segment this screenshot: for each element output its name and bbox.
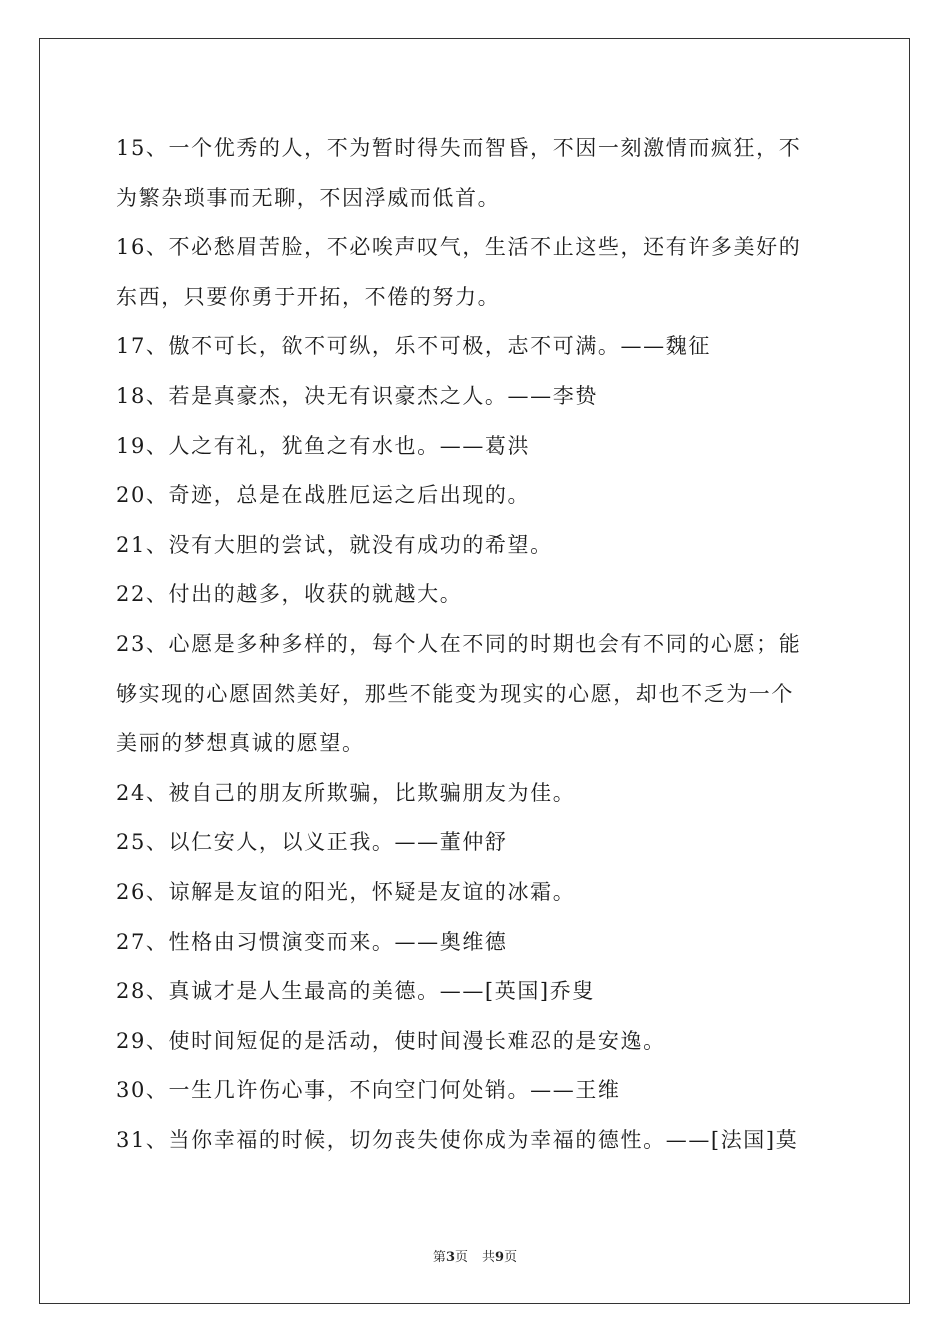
page-number-suffix: 页 xyxy=(454,1250,468,1265)
page-number-prefix: 第 xyxy=(432,1250,446,1265)
total-pages: 9 xyxy=(495,1250,505,1265)
text-line: 30、一生几许伤心事，不向空门何处销。——王维 xyxy=(116,1078,621,1103)
text-line: 21、没有大胆的尝试，就没有成功的希望。 xyxy=(116,532,553,557)
text-line: 31、当你幸福的时候，切勿丧失使你成为幸福的德性。——[法国]莫 xyxy=(116,1127,799,1152)
total-pages-suffix: 页 xyxy=(504,1250,518,1265)
page-footer xyxy=(0,1246,950,1265)
text-line: 为繁杂琐事而无聊，不因浮威而低首。 xyxy=(116,185,501,210)
document-body xyxy=(116,124,836,1165)
text-line: 16、不必愁眉苦脸，不必唉声叹气，生活不止这些，还有许多美好的 xyxy=(116,235,802,260)
total-pages-prefix: 共 xyxy=(482,1250,496,1265)
text-line: 东西，只要你勇于开拓，不倦的努力。 xyxy=(116,284,501,309)
text-line: 18、若是真豪杰，决无有识豪杰之人。——李贽 xyxy=(116,383,598,408)
text-line: 29、使时间短促的是活动，使时间漫长难忍的是安逸。 xyxy=(116,1028,666,1053)
text-line: 15、一个优秀的人，不为暂时得失而智昏，不因一刻激情而疯狂，不 xyxy=(116,136,802,160)
text-line: 17、傲不可长，欲不可纵，乐不可极，志不可满。——魏征 xyxy=(116,334,711,359)
text-line: 够实现的心愿固然美好，那些不能变为现实的心愿，却也不乏为一个 xyxy=(116,681,794,706)
text-line: 23、心愿是多种多样的，每个人在不同的时期也会有不同的心愿；能 xyxy=(116,631,802,656)
text-line: 22、付出的越多，收获的就越大。 xyxy=(116,582,463,607)
text-line: 20、奇迹，总是在战胜厄运之后出现的。 xyxy=(116,483,531,508)
text-line: 19、人之有礼，犹鱼之有水也。——葛洪 xyxy=(116,433,531,458)
text-line: 27、性格由习惯演变而来。——奥维德 xyxy=(116,929,508,954)
text-line: 美丽的梦想真诚的愿望。 xyxy=(116,731,365,756)
text-line: 26、谅解是友谊的阳光，怀疑是友谊的冰霜。 xyxy=(116,879,576,904)
text-line: 25、以仁安人，以义正我。——董仲舒 xyxy=(116,830,508,855)
text-line: 24、被自己的朋友所欺骗，比欺骗朋友为佳。 xyxy=(116,780,576,805)
page-number: 3 xyxy=(445,1250,455,1265)
text-line: 28、真诚才是人生最高的美德。——[英国]乔叟 xyxy=(116,979,595,1004)
